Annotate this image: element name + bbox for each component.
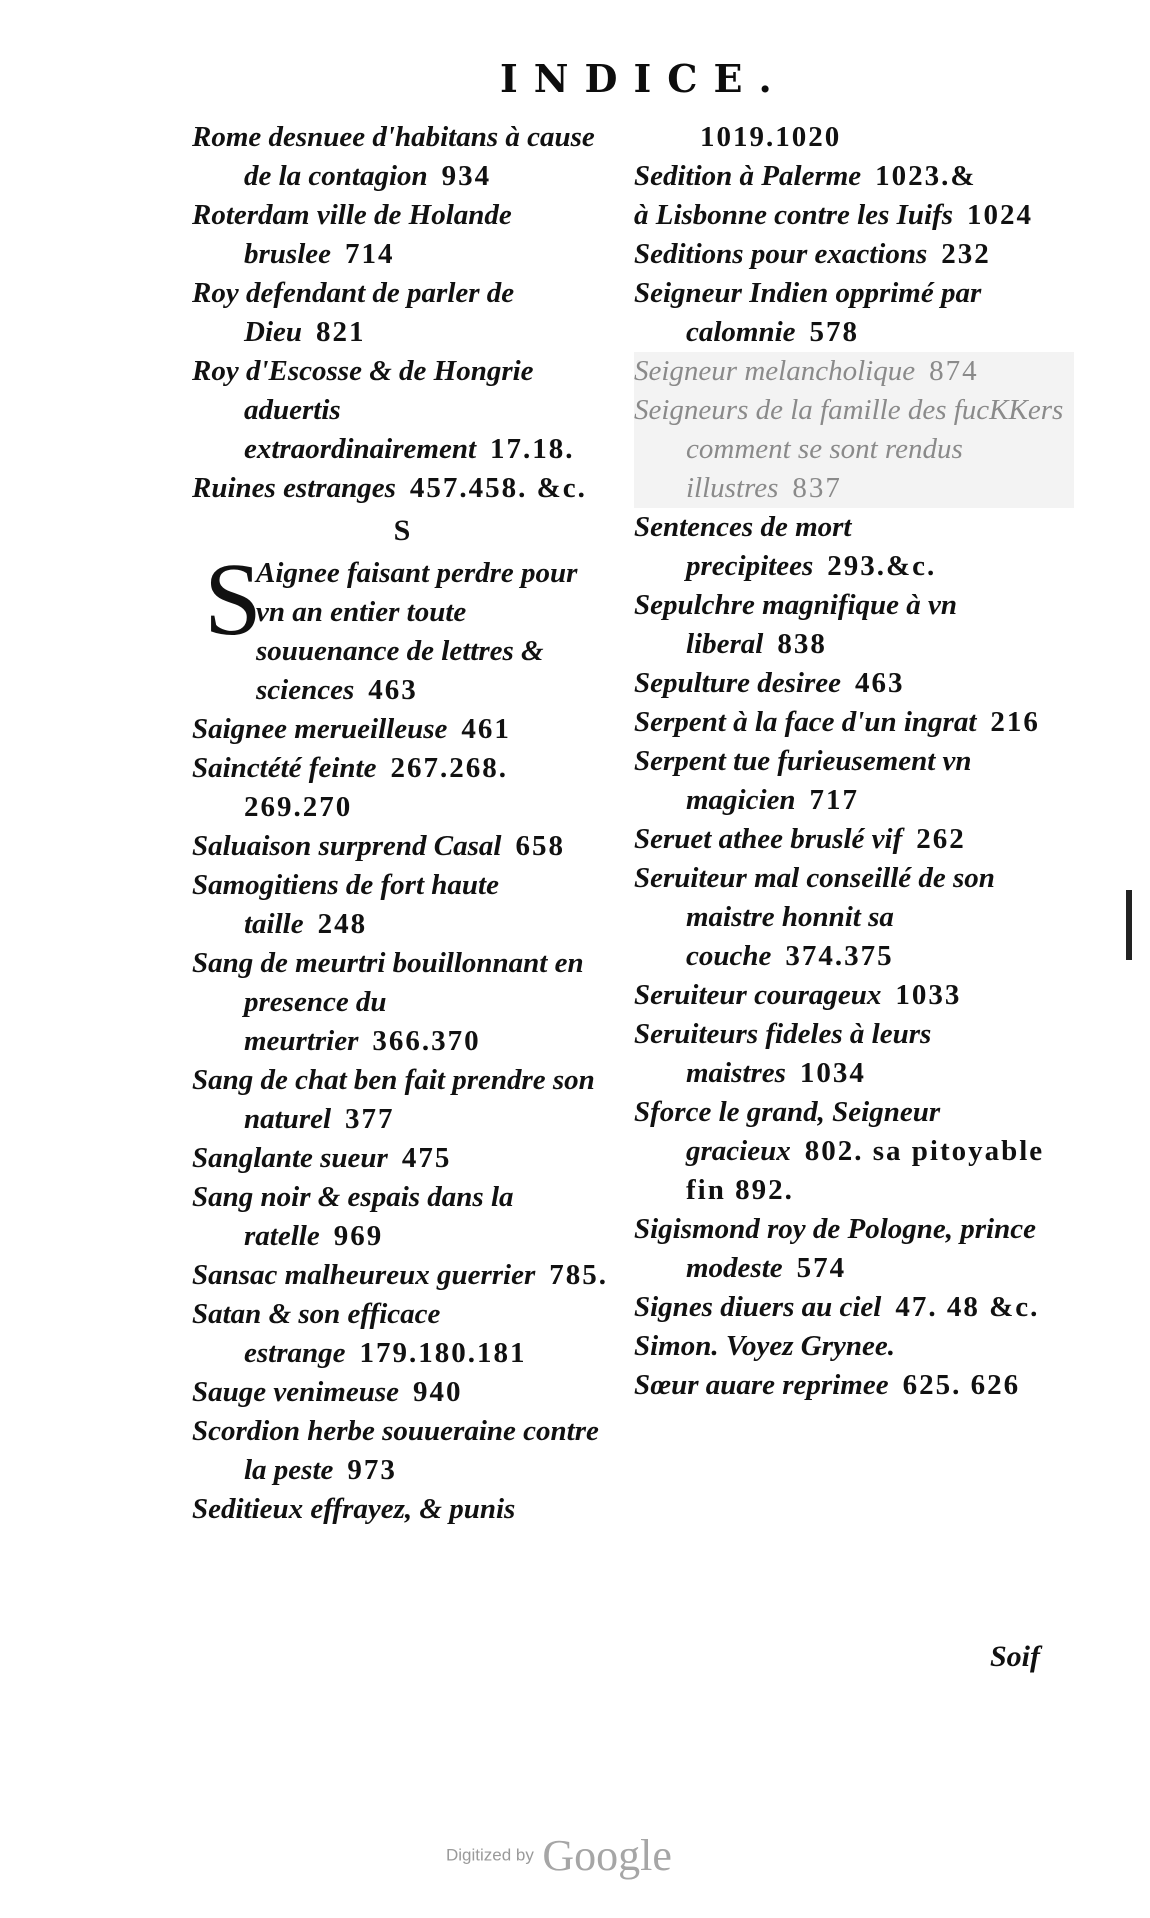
page-numbers: 934 [441,160,492,192]
index-entry [192,352,612,469]
index-entry [192,1412,612,1490]
page-numbers: 179.180.181 [359,1337,527,1369]
index-term: Sforce le grand, Seigneur gracieux [634,1096,941,1167]
index-term: Sepulture desiree [634,667,842,699]
index-term: Satan & son efficace estrange [192,1298,441,1369]
page-numbers: 578 [809,316,860,348]
drop-cap: S [204,542,262,657]
index-entry [192,274,612,352]
index-term: à Lisbonne contre les Iuifs [634,199,954,231]
page-numbers: 267.268. 269.270 [244,752,508,823]
index-term: Simon. Voyez Grynee. [634,1330,895,1362]
index-column-right [634,118,1074,1405]
index-term: Sauge venimeuse [192,1376,400,1408]
page-numbers: 47. 48 &c. [895,1291,1040,1323]
index-entry [192,469,612,508]
page-numbers: 461 [461,713,511,745]
page-numbers: 1019.1020 [700,121,842,153]
index-entry [634,157,1074,196]
index-term: Sanglante sueur [192,1142,388,1174]
index-entry [192,1139,612,1178]
index-term: Rome desnuee d'habitans à cause de la contagion [192,121,595,192]
index-entry [634,274,1074,352]
page-numbers: 293.&c. [827,550,937,582]
index-term: Sigismond roy de Pologne, prince modeste [634,1213,1036,1284]
index-entry [634,508,1074,586]
index-term: Samogitiens de fort haute taille [192,869,499,940]
index-entry [634,742,1074,820]
index-entry [634,703,1074,742]
page-numbers: 973 [347,1454,397,1486]
page-numbers: 969 [333,1220,384,1252]
index-term: Seruiteur mal conseillé de son maistre honnit sa couche [634,862,995,972]
page-numbers: 463 [855,667,905,699]
page-numbers: 216 [990,706,1040,738]
index-entry [634,586,1074,664]
index-term: Roterdam ville de Holande bruslee [192,199,512,270]
index-term: Ruines estranges [192,472,396,504]
page-numbers: 1024 [967,199,1034,231]
running-head: INDICE. [500,56,788,101]
index-term: Seditions pour exactions [634,238,928,270]
page-numbers: 837 [792,472,842,504]
index-entry [192,866,612,944]
index-entry [192,1256,612,1295]
digitized-footer [446,1830,746,1881]
catchword: Soif [990,1640,1041,1673]
index-entry [192,196,612,274]
index-term: Seditieux effrayez, & punis [192,1493,516,1525]
margin-mark [1126,890,1132,960]
index-entry [192,710,612,749]
index-term: Serpent à la face d'un ingrat [634,706,977,738]
index-entry [634,118,1074,157]
index-term: Sœur auare reprimee [634,1369,889,1401]
index-term: Saignee merueilleuse [192,713,448,745]
index-entry [634,1093,1074,1210]
page-numbers: 377 [345,1103,395,1135]
page-numbers: 457.458. &c. [409,472,587,504]
index-entry [192,1295,612,1373]
index-term: Sedition à Palerme [634,160,862,192]
index-entry [634,235,1074,274]
index-entry [634,1210,1074,1288]
index-term: Aignee faisant perdre pour vn an entier toute souuenance de lettres & sciences [256,557,578,706]
index-entry [634,1366,1074,1405]
page-numbers: 232 [941,238,991,270]
index-term: Seruet athee bruslé vif [634,823,903,855]
page-numbers: 1023.& [875,160,977,192]
page-numbers: 463 [368,674,418,706]
index-entry [192,1490,612,1529]
page-numbers: 785. [549,1259,608,1291]
index-entry [634,859,1074,976]
google-logo: Google [542,1831,672,1880]
index-term: Seruiteurs fideles à leurs maistres [634,1018,932,1089]
index-entry [192,1373,612,1412]
index-entry [634,352,1074,391]
index-term: Serpent tue furieusement vn magicien [634,745,972,816]
index-term: Sepulchre magnifique à vn liberal [634,589,958,660]
index-term: Sang noir & espais dans la ratelle [192,1181,514,1252]
index-column-left [192,118,612,1529]
page-numbers: 821 [316,316,366,348]
page-numbers: 717 [809,784,860,816]
page-numbers: 940 [413,1376,463,1408]
index-entry [192,1178,612,1256]
index-term: Seruiteur courageux [634,979,882,1011]
index-entry [634,976,1074,1015]
index-term: Scordion herbe souueraine contre la peste [192,1415,599,1486]
index-term: Sentences de mort precipitees [634,511,852,582]
index-entry [634,1015,1074,1093]
index-entry [192,542,612,710]
index-term: Sansac malheureux guerrier [192,1259,536,1291]
index-term: Seigneurs de la famille des fucKKers comment se sont rendus illustres [634,394,1064,504]
index-entry [192,118,612,196]
index-entry [192,749,612,827]
index-entry [634,1288,1074,1327]
page-numbers: 1033 [895,979,962,1011]
page-numbers: 366.370 [372,1025,481,1057]
page-numbers: 574 [796,1252,847,1284]
index-term: Saluaison surprend Casal [192,830,502,862]
page-numbers: 1034 [799,1057,866,1089]
index-term: Seigneur Indien opprimé par calomnie [634,277,982,348]
page-numbers: 714 [345,238,395,270]
index-term: Sang de meurtri bouillonnant en presence du meurtrier [192,947,584,1057]
page-numbers: 262 [916,823,966,855]
index-entry [634,664,1074,703]
page-numbers: 838 [777,628,827,660]
index-entry [634,196,1074,235]
index-term: Sainctété feinte [192,752,377,784]
index-term: Sang de chat ben fait prendre son naturel [192,1064,595,1135]
index-term: Roy d'Escosse & de Hongrie aduertis extraordinairement [192,355,534,465]
index-entry [192,827,612,866]
page-numbers: 475 [401,1142,452,1174]
index-term: Roy defendant de parler de Dieu [192,277,515,348]
page-numbers: 802. sa pitoyable fin 892. [686,1135,1045,1206]
page-numbers: 248 [317,908,368,940]
index-entry [192,1061,612,1139]
page-numbers: 17.18. [490,433,575,465]
page-numbers: 658 [515,830,565,862]
index-entry [634,820,1074,859]
index-term: Signes diuers au ciel [634,1291,882,1323]
page-numbers: 374.375 [785,940,894,972]
index-entry [192,944,612,1061]
section-letter: S [393,514,411,547]
index-entry [634,391,1074,508]
page-numbers: 625. 626 [902,1369,1021,1401]
digitized-by-label: Digitized by [446,1845,534,1865]
index-entry [634,1327,1074,1366]
index-term: Seigneur melancholique [634,355,916,387]
page-numbers: 874 [929,355,979,387]
